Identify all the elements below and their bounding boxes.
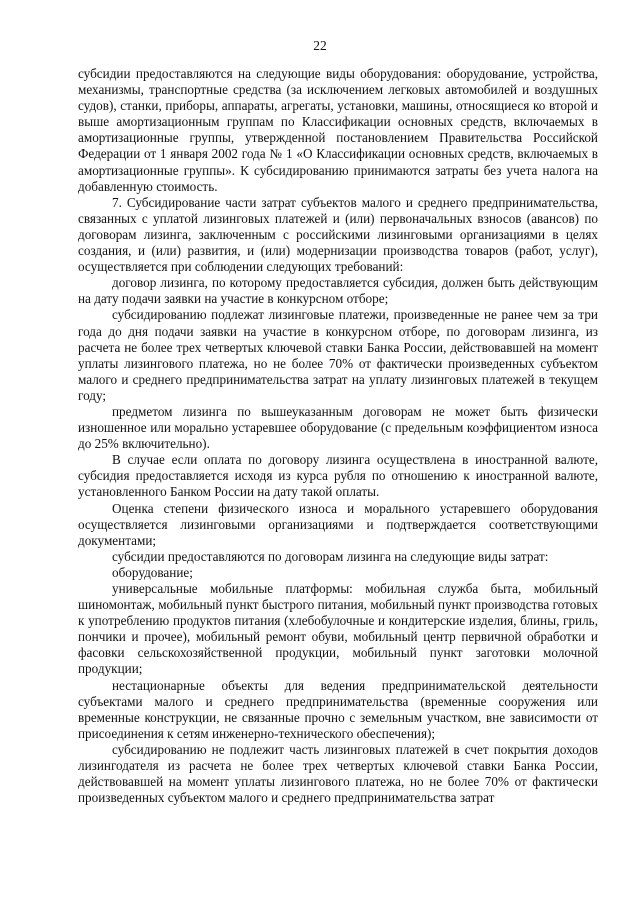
paragraph: предметом лизинга по вышеуказанным договорам не может быть физически изношенное или морально устаревшее оборудование (с предельным коэффициентом износа до 25% включительно). xyxy=(78,403,598,452)
paragraph: оборудование; xyxy=(112,564,193,580)
paragraph: нестационарные объекты для ведения предпринимательской деятельности субъектами малого и среднего предпринимательства (временные сооружения или временные конструкции, не связанные прочно с земельным участком, вне зависимости от присоединения к сетям инженерно-технического обеспечения); xyxy=(78,677,598,741)
document-body xyxy=(78,66,598,806)
paragraph: субсидированию не подлежит часть лизинговых платежей в счет покрытия доходов лизингодателя из расчета не более трех четвертых ключевой ставки Банка России, действовавшей на момент уплаты лизингового платежа, но не более 70% от фактически произведенных субъектом малого и среднего предпринимательства затрат xyxy=(78,741,598,806)
paragraph: универсальные мобильные платформы: мобильная служба быта, мобильный шиномонтаж, мобильный пункт быстрого питания, мобильный пункт производства готовых к употреблению продуктов питания (хлебобулочные и кондитерские изделия, блины, гриль, пончики и прочее), мобильный ремонт обуви, мобильный центр первичной обработки и фасовки сельскохозяйственной продукции, мобильный пункт заготовки молочной продукции; xyxy=(78,581,598,677)
paragraph: субсидии предоставляются по договорам лизинга на следующие виды затрат: xyxy=(112,548,549,564)
paragraph: субсидированию подлежат лизинговые платежи, произведенные не ранее чем за три года до дня подачи заявки на участие в конкурсном отборе, по договорам лизинга, из расчета не более трех четвертых ключевой ставки Банка России, действовавшей на момент уплаты лизингового платежа, но не более 70% от фактически произведенных субъектом малого и среднего предпринимательства затрат на уплату лизинговых платежей в текущем году; xyxy=(78,307,598,403)
paragraph: договор лизинга, по которому предоставляется субсидия, должен быть действующим на дату подачи заявки на участие в конкурсном отборе; xyxy=(78,275,598,307)
paragraph: 7. Субсидирование части затрат субъектов малого и среднего предпринимательства, связанных с уплатой лизинговых платежей и (или) первоначальных взносов (авансов) по договорам лизинга, заключенным с российскими лизинговыми организациями в целях создания, и (или) развития, и (или) модернизации производства товаров (работ, услуг), осуществляется при соблюдении следующих требований: xyxy=(78,194,598,275)
paragraph: субсидии предоставляются на следующие виды оборудования: оборудование, устройства, механизмы, транспортные средства (за исключением легковых автомобилей и воздушных судов), станки, приборы, аппараты, агрегаты, установки, машины, относящиеся ко второй и выше амортизационным группам по Классификации основных средств, включаемых в амортизационные группы, утвержденной постановлением Правительства Российской Федерации от 1 января 2002 года № 1 «О Классификации основных средств, включаемых в амортизационные группы». К субсидированию принимаются затраты без учета налога на добавленную стоимость. xyxy=(78,66,598,194)
paragraph: В случае если оплата по договору лизинга осуществлена в иностранной валюте, субсидия предоставляется исходя из курса рубля по отношению к иностранной валюте, установленного Банком России на дату такой оплаты. xyxy=(78,452,598,500)
paragraph: Оценка степени физического износа и морального устаревшего оборудования осуществляется лизинговыми организациями и подтверждается соответствующими документами; xyxy=(78,500,598,548)
page-number: 22 xyxy=(313,38,327,53)
